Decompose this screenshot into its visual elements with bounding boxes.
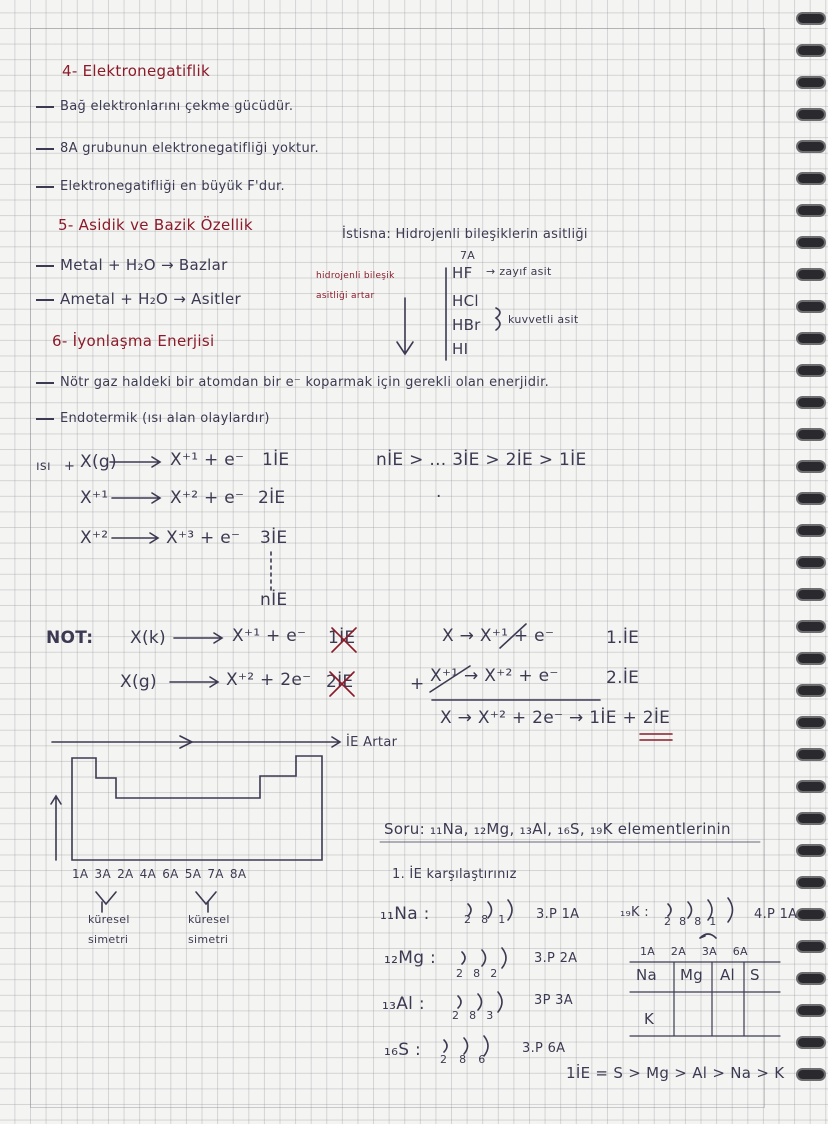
exception-title: İstisna: Hidrojenli bileşiklerin asitliği bbox=[342, 227, 588, 242]
strong-acid: kuvvetli asit bbox=[508, 313, 579, 326]
note-line bbox=[36, 292, 241, 307]
sum-line-2-label: 2.İE bbox=[606, 668, 640, 688]
note-r2-label: 2İE bbox=[326, 672, 354, 692]
heat-label: ısı bbox=[36, 459, 51, 474]
note-r1-right: X⁺¹ + e⁻ bbox=[232, 626, 307, 646]
compound-hf: HF bbox=[452, 264, 473, 282]
spiral-ring bbox=[796, 972, 826, 985]
dash bbox=[36, 148, 54, 150]
spiral-ring bbox=[796, 76, 826, 89]
answer: 1İE = S > Mg > Al > Na > K bbox=[566, 1064, 785, 1082]
spiral-ring bbox=[796, 1068, 826, 1081]
group-7a: 7A bbox=[460, 249, 476, 262]
side-note-2: asitliği artar bbox=[316, 291, 375, 301]
spiral-ring bbox=[796, 940, 826, 953]
shells-k: 2 8 8 1 bbox=[664, 915, 717, 928]
table-cell-mg: Mg bbox=[680, 966, 704, 984]
spiral-ring bbox=[796, 812, 826, 825]
note-text: Bağ elektronlarını çekme gücüdür. bbox=[60, 99, 294, 114]
ie-label-2: 2İE bbox=[258, 488, 286, 508]
dash bbox=[36, 382, 54, 384]
dash bbox=[36, 106, 54, 108]
spiral-ring bbox=[796, 1004, 826, 1017]
dash bbox=[36, 265, 54, 267]
spiral-ring bbox=[796, 44, 826, 57]
spiral-ring bbox=[796, 108, 826, 121]
spiral-ring bbox=[796, 844, 826, 857]
symmetry-note-1b: simetri bbox=[88, 933, 129, 946]
symmetry-note-2a: küresel bbox=[188, 913, 230, 926]
weak-acid: → zayıf asit bbox=[486, 265, 552, 278]
info-al: 3P 3A bbox=[534, 993, 573, 1008]
ie-label-1: 1İE bbox=[262, 450, 290, 470]
spiral-ring bbox=[796, 300, 826, 313]
spiral-ring bbox=[796, 140, 826, 153]
spiral-ring bbox=[796, 780, 826, 793]
note-line bbox=[36, 180, 285, 193]
shells-s: 2 8 6 bbox=[440, 1053, 486, 1066]
sum-plus: + bbox=[410, 674, 425, 694]
heading-ionization: 6- İyonlaşma Enerjisi bbox=[52, 332, 215, 350]
spiral-ring bbox=[796, 1036, 826, 1049]
spiral-ring bbox=[796, 236, 826, 249]
sum-line-3: X → X⁺² + 2e⁻ → 1İE + 2İE bbox=[440, 708, 671, 728]
note-text: Metal + H₂O → Bazlar bbox=[60, 256, 228, 274]
table-cell-k: K bbox=[644, 1010, 655, 1028]
spiral-ring bbox=[796, 620, 826, 633]
dash bbox=[36, 299, 54, 301]
dash bbox=[36, 418, 54, 420]
side-note-1: hidrojenli bileşik bbox=[316, 271, 395, 281]
spiral-ring bbox=[796, 460, 826, 473]
info-k: 4.P 1A bbox=[754, 907, 798, 922]
plus-sign: + bbox=[64, 459, 76, 474]
spiral-ring bbox=[796, 652, 826, 665]
spiral-ring bbox=[796, 172, 826, 185]
spiral-ring bbox=[796, 428, 826, 441]
table-header: 1A 2A 3A 6A bbox=[640, 945, 748, 958]
note-text: Elektronegatifliği en büyük F'dur. bbox=[60, 179, 285, 194]
compound-hi: HI bbox=[452, 340, 469, 358]
spiral-ring bbox=[796, 556, 826, 569]
spiral-ring bbox=[796, 492, 826, 505]
spiral-ring bbox=[796, 748, 826, 761]
note-text: Nötr gaz haldeki bir atomdan bir e⁻ koparmak için gerekli olan enerjidir. bbox=[60, 375, 550, 390]
spiral-ring bbox=[796, 12, 826, 25]
note-line bbox=[36, 412, 270, 425]
table-cell-na: Na bbox=[636, 966, 658, 984]
question-title: Soru: ₁₁Na, ₁₂Mg, ₁₃Al, ₁₆S, ₁₉K elementlerinin bbox=[384, 820, 731, 838]
note-text: 8A grubunun elektronegatifliği yoktur. bbox=[60, 141, 319, 156]
reactant-3: X⁺² bbox=[80, 528, 109, 548]
element-s: ₁₆S : bbox=[384, 1040, 422, 1060]
note-r1-label: 1İE bbox=[328, 628, 356, 648]
note-line bbox=[36, 258, 228, 273]
product-1: X⁺¹ + e⁻ bbox=[170, 450, 245, 470]
note-r1-left: X(k) bbox=[130, 628, 166, 648]
info-s: 3.P 6A bbox=[522, 1041, 566, 1056]
spiral-ring bbox=[796, 716, 826, 729]
info-na: 3.P 1A bbox=[536, 907, 580, 922]
question-subtitle: 1. İE karşılaştırınız bbox=[392, 867, 517, 882]
sum-line-2: X⁺¹ → X⁺² + e⁻ bbox=[430, 666, 559, 686]
spiral-ring bbox=[796, 204, 826, 217]
spiral-ring bbox=[796, 524, 826, 537]
note-text: Ametal + H₂O → Asitler bbox=[60, 290, 241, 308]
table-cell-al: Al bbox=[720, 966, 736, 984]
ie-label-n: nİE bbox=[260, 590, 288, 610]
note-line bbox=[36, 376, 549, 389]
element-na: ₁₁Na : bbox=[380, 904, 430, 924]
heading-electronegativity: 4- Elektronegatiflik bbox=[62, 62, 210, 80]
shells-mg: 2 8 2 bbox=[456, 967, 498, 980]
compound-hbr: HBr bbox=[452, 316, 481, 334]
note-text: Endotermik (ısı alan olaylardır) bbox=[60, 411, 270, 426]
note-line bbox=[36, 142, 319, 155]
sum-line-1-label: 1.İE bbox=[606, 628, 640, 648]
heading-acid-base: 5- Asidik ve Bazik Özellik bbox=[58, 216, 253, 234]
spiral-ring bbox=[796, 332, 826, 345]
product-2: X⁺² + e⁻ bbox=[170, 488, 245, 508]
info-mg: 3.P 2A bbox=[534, 951, 578, 966]
symmetry-note-2b: simetri bbox=[188, 933, 229, 946]
spiral-ring bbox=[796, 364, 826, 377]
ie-order: nİE > ... 3İE > 2İE > 1İE bbox=[376, 450, 587, 470]
dot: . bbox=[436, 482, 442, 502]
note-label: NOT: bbox=[46, 628, 94, 648]
ie-increase-label: İE Artar bbox=[346, 735, 398, 750]
symmetry-note-1a: küresel bbox=[88, 913, 130, 926]
table-cell-s: S bbox=[750, 966, 760, 984]
spiral-ring bbox=[796, 396, 826, 409]
note-r2-right: X⁺² + 2e⁻ bbox=[226, 670, 312, 690]
element-k: ₁₉K : bbox=[620, 905, 649, 920]
ie-label-3: 3İE bbox=[260, 528, 288, 548]
shells-al: 2 8 3 bbox=[452, 1009, 494, 1022]
element-al: ₁₃Al : bbox=[382, 994, 425, 1014]
spiral-ring bbox=[796, 268, 826, 281]
compound-hcl: HCl bbox=[452, 292, 479, 310]
spiral-ring bbox=[796, 876, 826, 889]
element-mg: ₁₂Mg : bbox=[384, 948, 437, 968]
sum-line-1: X → X⁺¹ + e⁻ bbox=[442, 626, 555, 646]
spiral-ring bbox=[796, 588, 826, 601]
note-line bbox=[36, 100, 293, 113]
reactant-1: X(g) bbox=[80, 452, 117, 472]
spiral-ring bbox=[796, 684, 826, 697]
note-r2-left: X(g) bbox=[120, 672, 157, 692]
group-labels: 1A 3A 2A 4A 6A 5A 7A 8A bbox=[72, 867, 247, 881]
spiral-ring bbox=[796, 908, 826, 921]
dash bbox=[36, 186, 54, 188]
product-3: X⁺³ + e⁻ bbox=[166, 528, 241, 548]
shells-na: 2 8 1 bbox=[464, 913, 506, 926]
reactant-2: X⁺¹ bbox=[80, 488, 109, 508]
